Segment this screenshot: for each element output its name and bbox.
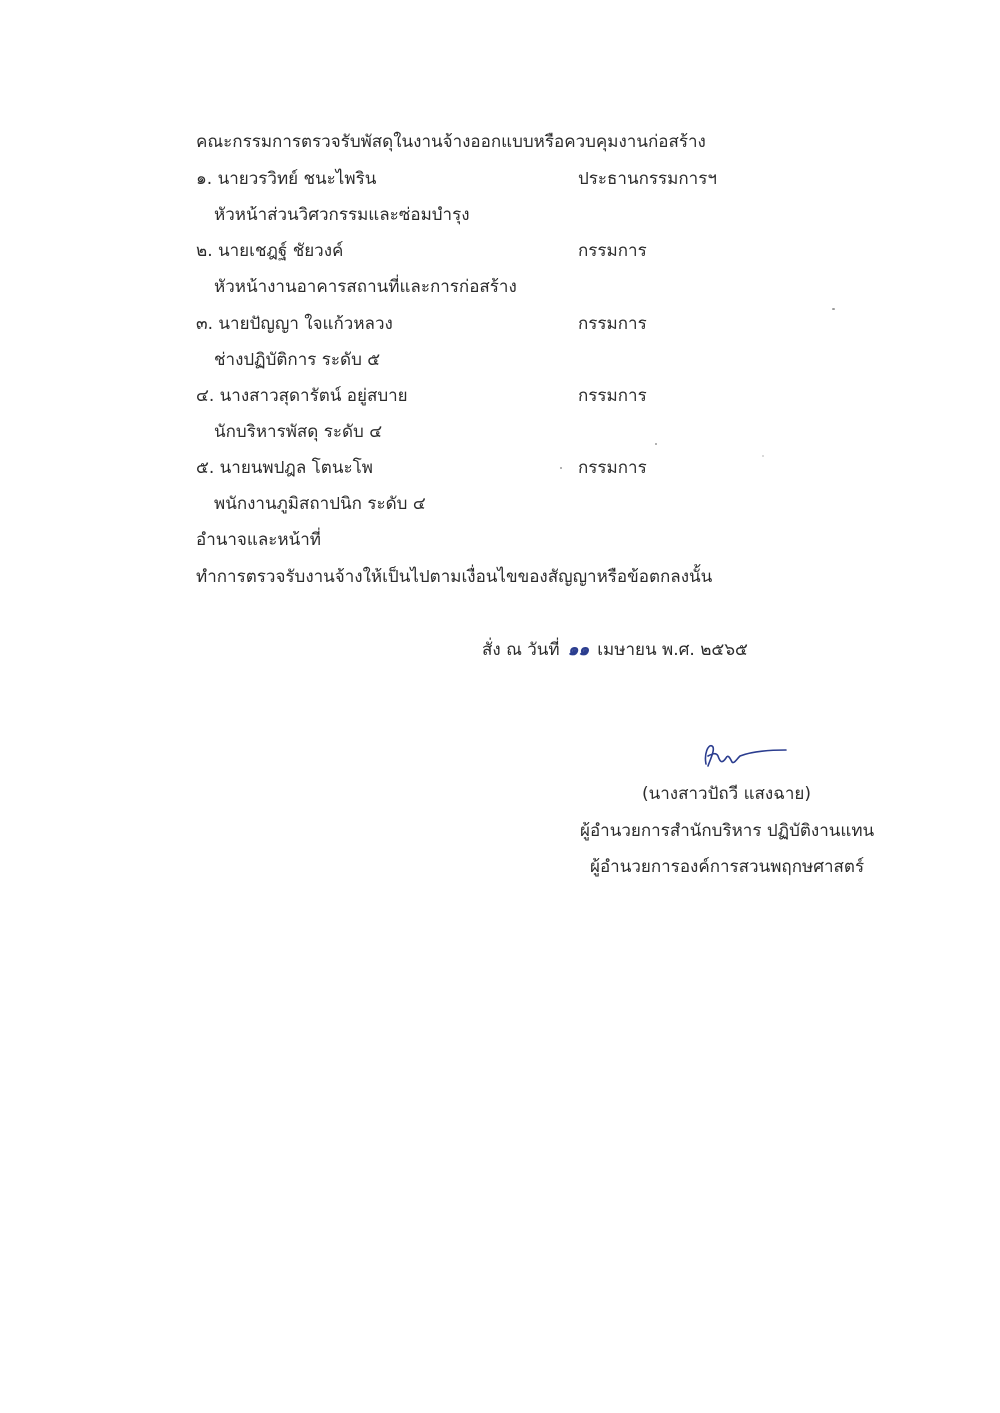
- signature-mark: [700, 738, 790, 774]
- member-2-name: ๒. นายเชฎฐ์ ชัยวงค์: [196, 241, 344, 261]
- authority-text: ทำการตรวจรับงานจ้างให้เป็นไปตามเงื่อนไขของสัญญาหรือข้อตกลงนั้น: [196, 567, 713, 587]
- scan-speck: [762, 455, 764, 457]
- member-1-role: ประธานกรรมการฯ: [578, 169, 717, 189]
- member-5-position: พนักงานภูมิสถาปนิก ระดับ ๔: [214, 494, 426, 514]
- authority-title: อำนาจและหน้าที่: [196, 530, 321, 550]
- member-1-name: ๑. นายวรวิทย์ ชนะไพริน: [196, 169, 377, 189]
- scan-speck: [832, 308, 835, 310]
- order-date-prefix: สั่ง ณ วันที่: [482, 640, 560, 660]
- member-5-name: ๕. นายนพปฎล โตนะโพ: [196, 458, 373, 478]
- signer-name: (นางสาวปัถวี แสงฉาย): [642, 784, 811, 804]
- member-3-role: กรรมการ: [578, 314, 647, 334]
- member-1-position: หัวหน้าส่วนวิศวกรรมและซ่อมบำรุง: [214, 205, 470, 225]
- scan-speck: [560, 467, 562, 469]
- signer-title-line-2: ผู้อำนวยการองค์การสวนพฤกษศาสตร์: [590, 857, 865, 877]
- committee-title: คณะกรรมการตรวจรับพัสดุในงานจ้างออกแบบหรือควบคุมงานก่อสร้าง: [196, 132, 706, 152]
- signer-title-line-1: ผู้อำนวยการสำนักบริหาร ปฏิบัติงานแทน: [580, 821, 875, 841]
- member-3-name: ๓. นายปัญญา ใจแก้วหลวง: [196, 314, 393, 334]
- member-4-position: นักบริหารพัสดุ ระดับ ๔: [214, 422, 383, 442]
- member-5-role: กรรมการ: [578, 458, 647, 478]
- member-3-position: ช่างปฏิบัติการ ระดับ ๕: [214, 350, 381, 370]
- member-2-role: กรรมการ: [578, 241, 647, 261]
- member-4-name: ๔. นางสาวสุดารัตน์ อยู่สบาย: [196, 386, 408, 406]
- member-4-role: กรรมการ: [578, 386, 647, 406]
- scan-speck: [655, 443, 657, 445]
- order-date-month-year: เมษายน พ.ศ. ๒๕๖๕: [597, 640, 748, 660]
- member-2-position: หัวหน้างานอาคารสถานที่และการก่อสร้าง: [214, 277, 517, 297]
- order-date-day: ๑๑: [567, 640, 590, 660]
- order-date: [482, 640, 748, 660]
